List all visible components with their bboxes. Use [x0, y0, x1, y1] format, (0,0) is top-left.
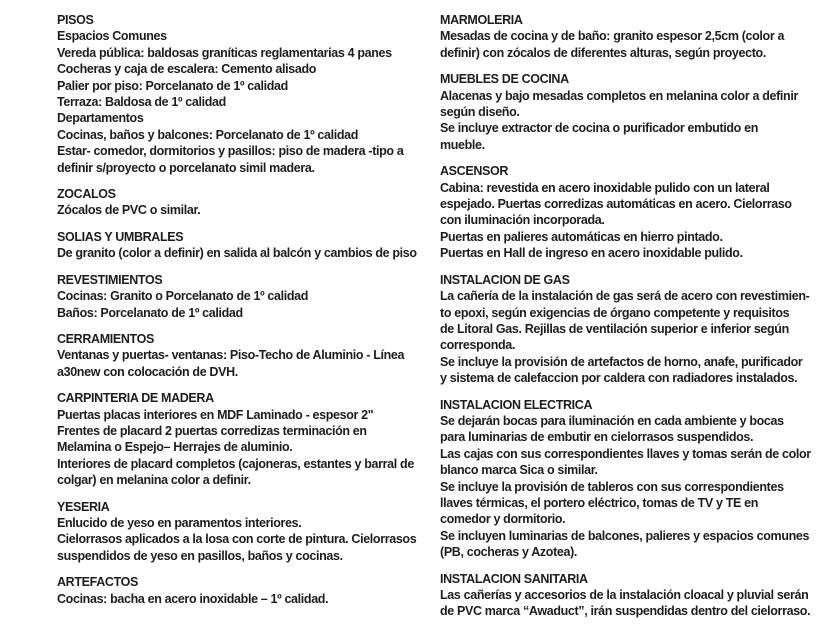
spec-line: Baños: Porcelanato de 1º calidad — [57, 305, 243, 320]
spec-line: llaves térmicas, el portero eléctrico, tomas de TV y TE en — [440, 495, 759, 510]
left-column — [57, 12, 439, 617]
spec-section-cerramientos — [57, 331, 439, 380]
section-title: CARPINTERIA DE MADERA — [57, 391, 214, 406]
spec-line: Cabina: revestida en acero inoxidable pulido con un lateral — [440, 180, 770, 195]
spec-line: Puertas en Hall de ingreso en acero inoxidable pulido. — [440, 246, 743, 261]
spec-line: y sistema de calefaccion por caldera con radiadores instalados. — [440, 371, 798, 386]
spec-section-instalacion-sanitaria — [440, 571, 832, 620]
spec-line: Se incluye la provisión de tableros con sus correspondientes — [440, 479, 784, 494]
spec-line: Mesadas de cocina y de baño: granito espesor 2,5cm (color a — [440, 29, 785, 44]
spec-line: Puertas placas interiores en MDF Laminado - espesor 2" — [57, 407, 374, 422]
spec-line: Estar- comedor, dormitorios y pasillos: piso de madera -tipo a — [57, 144, 404, 159]
section-title: REVESTIMIENTOS — [57, 272, 163, 287]
spec-line: Se incluye la provisión de artefactos de horno, anafe, purificador — [440, 354, 803, 369]
section-title: INSTALACION ELECTRICA — [440, 397, 593, 412]
spec-line: Espacios Comunes — [57, 29, 167, 44]
section-title: MUEBLES DE COCINA — [440, 72, 569, 87]
spec-section-zocalos — [57, 186, 439, 219]
spec-line: para luminarias de embutir en cielorrasos suspendidos. — [440, 430, 754, 445]
section-title: ASCENSOR — [440, 164, 509, 179]
spec-line: Cocinas: Granito o Porcelanato de 1º calidad — [57, 289, 309, 304]
spec-line: Zócalos de PVC o similar. — [57, 203, 201, 218]
spec-line: según diseño. — [440, 105, 520, 120]
spec-line: (PB, cocheras y Azotea). — [440, 545, 578, 560]
section-title: YESERIA — [57, 499, 110, 514]
spec-line: Se incluyen luminarias de balcones, palieres y espacios comunes — [440, 528, 810, 543]
spec-section-instalacion-electrica — [440, 397, 832, 561]
spec-line: definir s/proyecto o porcelanato simil madera. — [57, 160, 315, 175]
spec-section-revestimientos — [57, 272, 439, 321]
spec-line: Palier por piso: Porcelanato de 1º calidad — [57, 78, 288, 93]
spec-line: Cocinas, baños y balcones: Porcelanato de 1º calidad — [57, 127, 359, 142]
spec-line: Cocinas: bacha en acero inoxidable – 1º calidad. — [57, 591, 329, 606]
section-title: INSTALACION SANITARIA — [440, 571, 588, 586]
spec-line: espejado. Puertas corredizas automáticas en acero. Cielorraso — [440, 197, 792, 212]
spec-line: Se dejarán bocas para iluminación en cada ambiente y bocas — [440, 413, 784, 428]
spec-line: La cañería de la instalación de gas será de acero con revestimien- — [440, 289, 810, 304]
section-title: CERRAMIENTOS — [57, 331, 154, 346]
spec-line: De granito (color a definir) en salida al balcón y cambios de piso — [57, 246, 417, 261]
spec-line: comedor y dormitorio. — [440, 512, 566, 527]
spec-section-instalacion-de-gas — [440, 272, 832, 387]
spec-line: Interiores de placard completos (cajoneras, estantes y barral de — [57, 456, 414, 471]
spec-line: blanco marca Sica o similar. — [440, 463, 598, 478]
spec-line: a30new con colocación de DVH. — [57, 364, 238, 379]
spec-line: Alacenas y bajo mesadas completos en melanina color a definir — [440, 88, 798, 103]
section-title: ARTEFACTOS — [57, 575, 138, 590]
spec-line: colgar) en melanina color a definir. — [57, 473, 251, 488]
spec-line: suspendidos de yeso en pasillos, baños y cocinas. — [57, 548, 343, 563]
spec-section-carpinteria-de-madera — [57, 390, 439, 488]
spec-line: Las cañerías y accesorios de la instalación cloacal y pluvial serán — [440, 588, 809, 602]
spec-line: mueble. — [440, 137, 485, 152]
spec-section-muebles-de-cocina — [440, 71, 832, 153]
spec-line: de Litoral Gas. Rejillas de ventilación superior e inferior según — [440, 321, 789, 336]
spec-line: Frentes de placard 2 puertas corredizas terminación en — [57, 423, 367, 438]
spec-line: Enlucido de yeso en paramentos interiores. — [57, 515, 302, 530]
spec-line: to epoxi, según exigencias de órgano competente y requisitos — [440, 305, 790, 320]
spec-section-pisos — [57, 12, 439, 176]
section-title: MARMOLERIA — [440, 13, 523, 27]
spec-section-yeseria — [57, 499, 439, 565]
spec-line: con iluminación incorporada. — [440, 213, 605, 228]
spec-section-artefactos — [57, 574, 439, 607]
spec-line: Vereda pública: baldosas graníticas reglamentarias 4 panes — [57, 45, 392, 60]
spec-line: Se incluye extractor de cocina o purificador embutido en — [440, 121, 758, 136]
spec-line: Terraza: Baldosa de 1º calidad — [57, 95, 226, 110]
spec-line: Departamentos — [57, 111, 144, 126]
section-title: SOLIAS Y UMBRALES — [57, 229, 184, 244]
right-column — [440, 12, 832, 630]
spec-line: Las cajas con sus correspondientes llaves y tomas serán de color — [440, 446, 811, 461]
spec-line: Ventanas y puertas- ventanas: Piso-Techo de Aluminio - Línea — [57, 348, 405, 363]
spec-line: definir) con zócalos de diferentes alturas, según proyecto. — [440, 45, 766, 60]
section-title: INSTALACION DE GAS — [440, 272, 570, 287]
spec-section-marmoleria — [440, 12, 832, 61]
spec-line: de PVC marca “Awaduct”, irán suspendidas dentro del cielorraso. — [440, 604, 811, 619]
spec-section-solias-y-umbrales — [57, 229, 439, 262]
section-title: ZOCALOS — [57, 187, 116, 202]
spec-line: Puertas en palieres automáticas en hierro pintado. — [440, 229, 723, 244]
spec-line: Cielorrasos aplicados a la losa con corte de pintura. Cielorrasos — [57, 532, 417, 547]
spec-line: Melamina o Espejo– Herrajes de aluminio. — [57, 440, 293, 455]
section-title: PISOS — [57, 13, 94, 27]
spec-line: Cocheras y caja de escalera: Cemento alisado — [57, 62, 317, 77]
spec-section-ascensor — [440, 163, 832, 261]
spec-line: corresponda. — [440, 338, 515, 353]
